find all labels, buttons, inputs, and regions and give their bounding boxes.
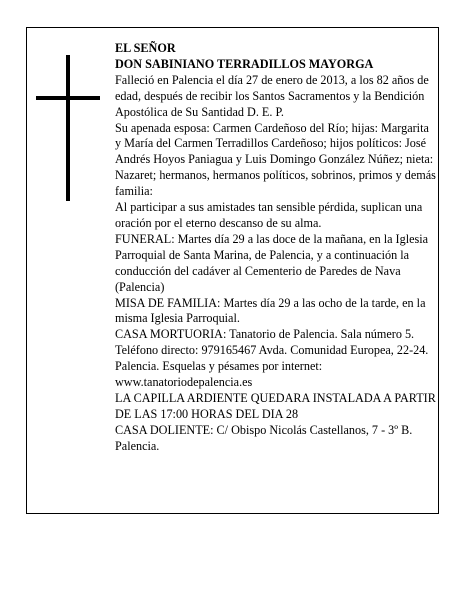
funeral-home-paragraph: CASA MORTUORIA: Tanatorio de Palencia. Sala número 5. Teléfono directo: 979165467 Avda. Comunidad Europea, 22-24. Palencia. Esquelas y pésames por internet: www.tanatoriodepalencia.es [115, 327, 429, 390]
mourning-house-paragraph: CASA DOLIENTE: C/ Obispo Nicolás Castellanos, 7 - 3º B. Palencia. [115, 422, 413, 453]
request-paragraph: Al participar a sus amistades tan sensible pérdida, suplican una oración por el eterno descanso de su alma. [115, 200, 423, 230]
family-paragraph: Su apenada esposa: Carmen Cardeñoso del Río; hijas: Margarita y María del Carmen Terradillos Cardeñoso; hijos políticos: José Andrés Hoyos Paniagua y Luis Domingo González Núñez; nieta: Nazaret; hermanos, hermanos políticos, sobrinos, primos y demás familia: [115, 120, 436, 199]
obituary-notice [26, 27, 439, 514]
death-paragraph: Falleció en Palencia el día 27 de enero de 2013, a los 82 años de edad, después de recibir los Santos Sacramentos y la Bendición Apostólica de Su Santidad D. E. P. [115, 72, 429, 119]
chapel-paragraph: LA CAPILLA ARDIENTE QUEDARA INSTALADA A PARTIR DE LAS 17:00 HORAS DEL DIA 28 [115, 390, 436, 421]
family-mass-paragraph: MISA DE FAMILIA: Martes día 29 a las ocho de la tarde, en la misma Iglesia Parroquial. [115, 295, 426, 326]
deceased-name: DON SABINIANO TERRADILLOS MAYORGA [115, 56, 374, 71]
cross-icon [36, 55, 100, 201]
cross-vertical-bar [66, 55, 70, 201]
notice-text [115, 41, 437, 455]
cross-horizontal-bar [36, 96, 100, 100]
funeral-paragraph: FUNERAL: Martes día 29 a las doce de la mañana, en la Iglesia Parroquial de Santa Marina, de Palencia, y a continuación la conducción del cadáver al Cementerio de Paredes de Nava (Palencia) [115, 231, 429, 294]
heading-title: EL SEÑOR [115, 41, 176, 55]
